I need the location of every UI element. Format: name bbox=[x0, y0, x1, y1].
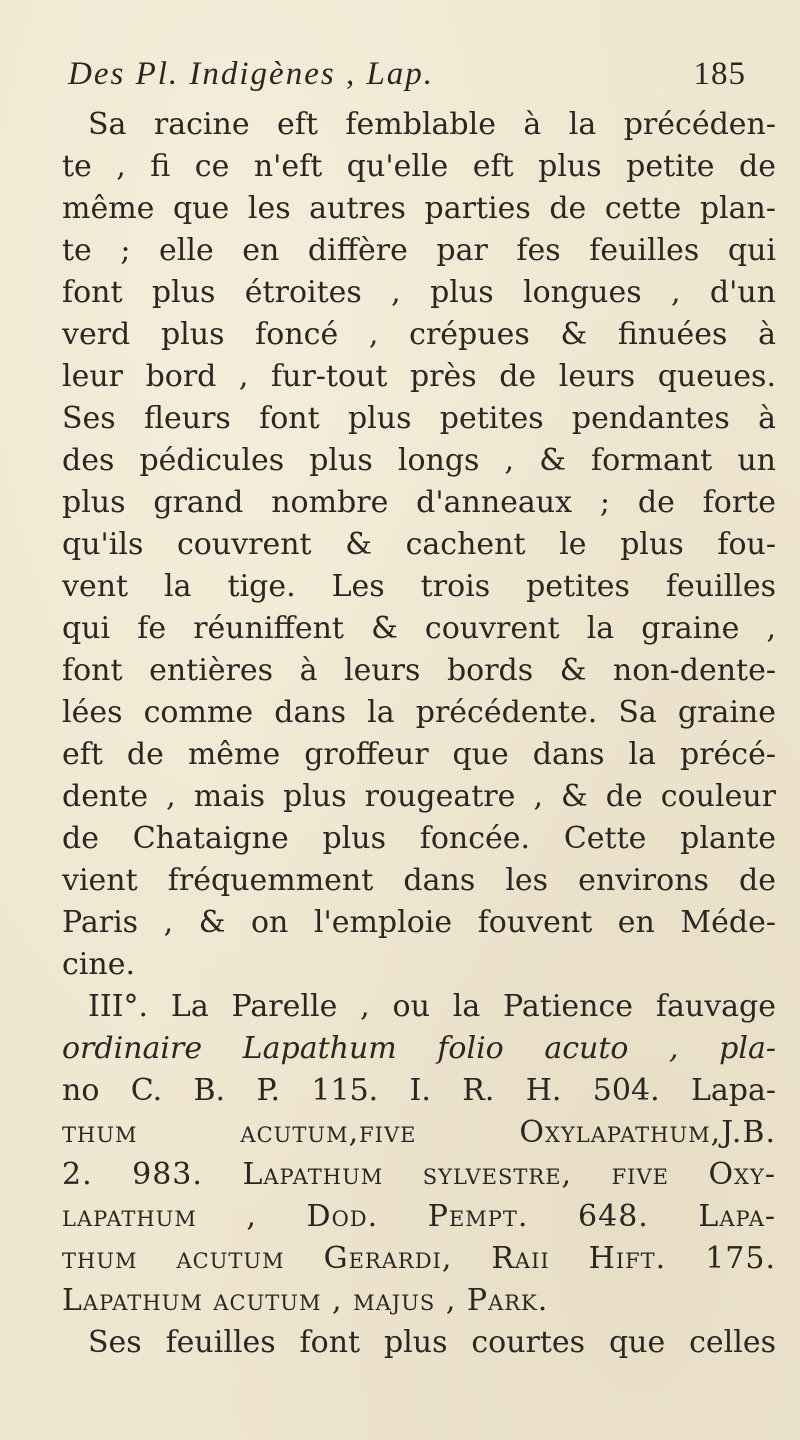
text-line: leur bord , fur-tout près de leurs queues. bbox=[62, 359, 776, 394]
text-line: Sa racine eft femblable à la précéden- bbox=[88, 107, 776, 142]
text-line: des pédicules plus longs , & formant un bbox=[62, 443, 776, 478]
text-line: font plus étroites , plus longues , d'un bbox=[62, 275, 776, 310]
page-number: 185 bbox=[693, 56, 746, 92]
text-line: thum acutum,five Oxylapathum,J.B. bbox=[62, 1115, 776, 1150]
text-line: lapathum , Dod. Pempt. 648. Lapa- bbox=[62, 1199, 776, 1234]
text-line: cine. bbox=[62, 947, 136, 982]
text-line: vient fréquemment dans les environs de bbox=[62, 863, 776, 898]
text-line: qu'ils couvrent & cachent le plus fou- bbox=[62, 527, 776, 562]
text-line: ordinaire Lapathum folio acuto , pla- bbox=[62, 1031, 776, 1066]
text-line: qui fe réuniffent & couvrent la graine , bbox=[62, 611, 776, 646]
text-line: de Chataigne plus foncée. Cette plante bbox=[62, 821, 776, 856]
text-line: plus grand nombre d'anneaux ; de forte bbox=[62, 485, 776, 520]
text-line: 2. 983. Lapathum sylvestre, five Oxy- bbox=[62, 1157, 776, 1192]
text-line: même que les autres parties de cette plan- bbox=[62, 191, 776, 226]
text-line: te , fi ce n'eft qu'elle eft plus petite de bbox=[62, 149, 776, 184]
text-line: Paris , & on l'emploie fouvent en Méde- bbox=[62, 905, 776, 940]
text-line: eft de même groffeur que dans la précé- bbox=[62, 737, 776, 772]
body-text bbox=[62, 104, 776, 1364]
section-heading-line: III°. La Parelle , ou la Patience fauvage bbox=[88, 989, 776, 1024]
text-line: Ses feuilles font plus courtes que celles bbox=[88, 1325, 776, 1360]
text-line: Ses fleurs font plus petites pendantes à bbox=[62, 401, 776, 436]
text-line: verd plus foncé , crépues & finuées à bbox=[62, 317, 776, 352]
text-line: Lapathum acutum , majus , Park. bbox=[62, 1283, 549, 1318]
text-line: lées comme dans la précédente. Sa graine bbox=[62, 695, 776, 730]
running-head bbox=[68, 56, 768, 100]
text-line: dente , mais plus rougeatre , & de couleur bbox=[62, 779, 776, 814]
text-line: vent la tige. Les trois petites feuilles bbox=[62, 569, 776, 604]
text-line: thum acutum Gerardi, Raii Hift. 175. bbox=[62, 1241, 776, 1276]
text-line: font entières à leurs bords & non-dente- bbox=[62, 653, 776, 688]
running-head-title: Des Pl. Indigènes , Lap. bbox=[68, 56, 435, 92]
text-line: te ; elle en diffère par fes feuilles qui bbox=[62, 233, 776, 268]
text-line: no C. B. P. 115. I. R. H. 504. Lapa- bbox=[62, 1073, 776, 1108]
